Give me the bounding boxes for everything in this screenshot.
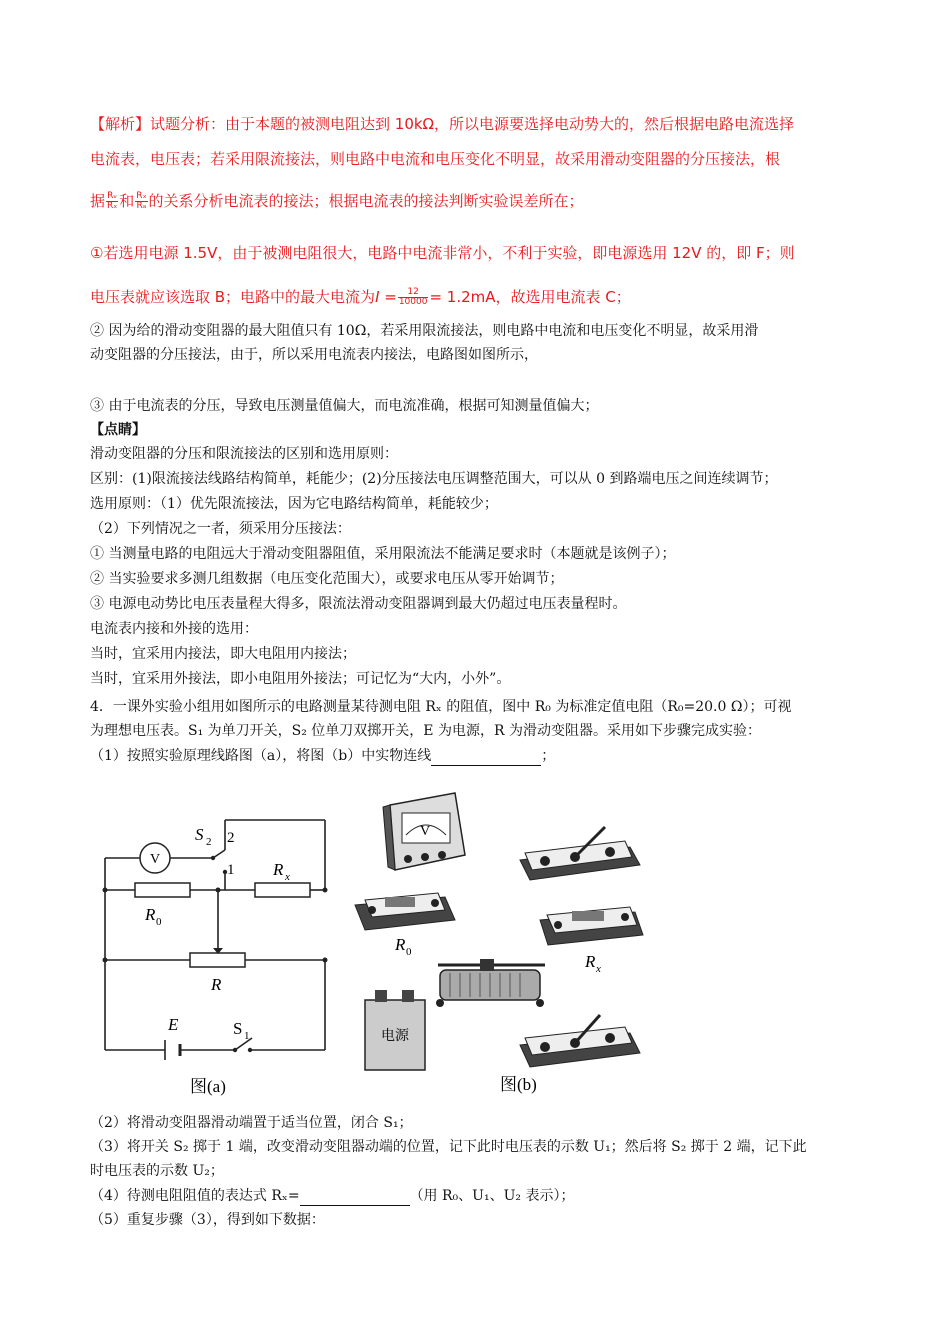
switch-2-device: [520, 1015, 640, 1067]
question-4-step-2: （2）将滑动变阻器滑动端置于适当位置，闭合 S₁；: [90, 1115, 413, 1131]
svg-text:图(b): 图(b): [500, 1075, 537, 1094]
svg-text:V: V: [420, 824, 431, 839]
text-line: 当时，宜采用内接法，即大电阻用内接法；: [90, 646, 356, 662]
analysis-tag: 【解析】: [90, 115, 151, 133]
circuit-diagram-a: [95, 780, 345, 1105]
resistor-r0-symbol: [135, 883, 190, 897]
text-line: ② 当实验要求多测几组数据（电压变化范围大），或要求电压从零开始调节；: [90, 571, 564, 587]
question-4-step-3-cont: 时电压表的示数 U₂；: [90, 1163, 224, 1179]
text-line: 动变阻器的分压接法，由于，所以采用电流表内接法，电路图如图所示，: [90, 347, 538, 363]
question-4-line-1: 4．一课外实验小组用如图所示的电路测量某待测电阻 Rₓ 的阻值，图中 R₀ 为标准定值电阻（R₀=20.0 Ω）；可视: [90, 699, 792, 715]
svg-text:R: R: [273, 860, 284, 879]
rheostat-symbol: [190, 953, 245, 967]
section-heading: 【点睛】: [90, 422, 146, 438]
svg-text:电源: 电源: [381, 1027, 409, 1043]
svg-text:E: E: [168, 1015, 179, 1034]
text-line: ② 因为给的滑动变阻器的最大阻值只有 10Ω，若采用限流接法，则电路中电流和电压变化不明显，故采用滑: [90, 323, 759, 339]
text-line: 选用原则：（1）优先限流接法，因为它电路结构简单，耗能较少；: [90, 496, 498, 512]
current-fraction: $\frac{12}{10000}$: [398, 287, 428, 307]
svg-text:S: S: [233, 1019, 243, 1038]
analysis-line-4: ①若选用电源 1.5V，由于被测电阻很大，电路中电流非常小，不利于实验，即电源选用 12V 的，即 F；则: [90, 244, 795, 262]
apparatus-photo-b: [350, 785, 650, 1105]
analysis-line-2: 电流表，电压表；若采用限流接法，则电路中电流和电压变化不明显，故采用滑动变阻器的分压接法，根: [90, 150, 781, 168]
ratio-rv-rx: $\frac{\text{Rᵥ}}{\text{Rₓ}}$: [107, 191, 118, 211]
svg-text:1: 1: [227, 862, 235, 878]
ratio-rx-ra: $\frac{\text{Rₓ}}{\text{Rₐ}}$: [136, 191, 147, 211]
svg-text:2: 2: [206, 836, 212, 848]
svg-text:x: x: [285, 871, 290, 883]
question-4-step-4: （4）待测电阻阻值的表达式 Rₓ= （用 R₀、U₁、U₂ 表示）；: [90, 1188, 575, 1204]
analysis-line-1: 【解析】试题分析：由于本题的被测电阻达到 10kΩ，所以电源要选择电动势大的，然后根据电路电流选择: [90, 115, 795, 133]
text-line: ① 当测量电路的电阻远大于滑动变阻器阻值，采用限流法不能满足要求时（本题就是该例子）；: [90, 546, 676, 562]
svg-text:x: x: [596, 963, 601, 975]
switch-1-device: [520, 827, 640, 880]
svg-text:R: R: [585, 952, 596, 971]
question-4-step-1: （1）按照实验原理线路图（a），将图（b）中实物连线 ；: [90, 748, 556, 764]
text-line: 当时，宜采用外接法，即小电阻用外接法；可记忆为“大内，小外”。: [90, 671, 511, 687]
text-line: （2）下列情况之一者，须采用分压接法：: [90, 521, 351, 537]
svg-text:R: R: [145, 905, 156, 924]
analysis-line-5: 电压表就应该选取 B；电路中的最大电流为I = $\frac{12}{10000}$ = 1.2mA，故选用电流表 C；: [90, 287, 631, 307]
svg-text:R: R: [395, 935, 406, 954]
question-4-step-5: （5）重复步骤（3），得到如下数据：: [90, 1212, 325, 1228]
svg-text:1: 1: [244, 1030, 250, 1042]
analysis-line-3: 据 $\frac{\text{Rᵥ}}{\text{Rₓ}}$ 和 $\frac{\text{Rₓ}}{\text{Rₐ}}$ 的关系分析电流表的接法；根据电流表的接法判断实验误差所在；: [90, 191, 584, 211]
svg-text:R: R: [211, 975, 222, 994]
text-line: ③ 电源电动势比电压表量程大得多，限流法滑动变阻器调到最大仍超过电压表量程时。: [90, 596, 627, 612]
answer-blank-2[interactable]: [300, 1191, 410, 1206]
svg-text:S: S: [195, 825, 204, 844]
text-line: 滑动变阻器的分压和限流接法的区别和选用原则：: [90, 446, 398, 462]
text-line: 区别：(1)限流接法线路结构简单，耗能少；(2)分压接法电压调整范围大，可以从 0 到路端电压之间连续调节；: [90, 471, 778, 487]
rheostat-device: [436, 959, 545, 1007]
answer-blank-1[interactable]: [431, 751, 541, 766]
question-4-line-2: 为理想电压表。S₁ 为单刀开关，S₂ 位单刀双掷开关，E 为电源，R 为滑动变阻器。采用如下步骤完成实验：: [90, 723, 761, 739]
question-4-step-3: （3）将开关 S₂ 掷于 1 端，改变滑动变阻器动端的位置，记下此时电压表的示数 U₁；然后将 S₂ 掷于 2 端，记下此: [90, 1139, 807, 1155]
text-line: 电流表内接和外接的选用：: [90, 621, 258, 637]
svg-text:0: 0: [156, 916, 162, 928]
svg-text:V: V: [149, 852, 161, 867]
svg-text:2: 2: [227, 830, 235, 846]
resistor-rx-symbol: [255, 883, 310, 897]
resistor-rx-device: [540, 907, 643, 975]
voltmeter-device: [383, 793, 465, 870]
svg-text:图(a): 图(a): [190, 1077, 226, 1096]
resistor-r0-device: [355, 893, 455, 958]
battery-device: [365, 990, 425, 1070]
text-line: ③ 由于电流表的分压，导致电压测量值偏大，而电流准确，根据可知测量值偏大；: [90, 398, 599, 414]
svg-text:0: 0: [406, 946, 412, 958]
